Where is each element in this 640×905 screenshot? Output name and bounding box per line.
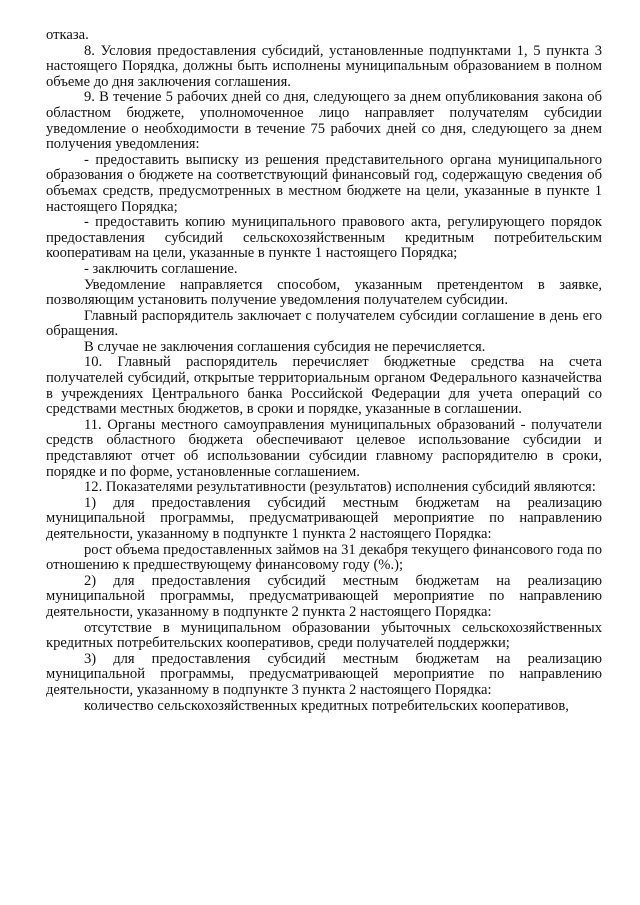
paragraph-refusal-end: отказа. <box>46 27 89 43</box>
paragraph-item-9-bullet-1: - предоставить выписку из решения представительного органа муниципального образования о бюджете на соответствующий финансовый год, содержащую сведения об объемах средств, предусмотренных в местном бюджете на цели, указанные в пункте 1 настоящего Порядка; <box>46 151 602 215</box>
paragraph-agreement-day: Главный распорядитель заключает с получателем субсидии соглашение в день его обращения. <box>46 307 602 340</box>
paragraph-item-12-sub-2-indicator: отсутствие в муниципальном образовании убыточных сельскохозяйственных кредитных потребительских кооперативов, среди получателей поддержки; <box>46 619 602 652</box>
paragraph-item-11: 11. Органы местного самоуправления муниципальных образований - получатели средств областного бюджета обеспечивают целевое использование субсидии и представляют отчет об использовании субсидии главному распорядителю в сроки, порядке и по форме, установленные соглашением. <box>46 416 602 480</box>
paragraph-item-12-sub-1-indicator: рост объема предоставленных займов на 31 декабря текущего финансового года по отношению к предшествующему финансовому году (%.); <box>46 541 602 574</box>
paragraph-item-10: 10. Главный распорядитель перечисляет бюджетные средства на счета получателей субсидий, открытые территориальным органом Федерального казначейства в учреждениях Центрального банка Российской Федерации для учета операций со средствами местных бюджетов, в сроки и порядке, указанные в соглашении. <box>46 354 602 418</box>
paragraph-notification-method: Уведомление направляется способом, указанным претендентом в заявке, позволяющим установить получение уведомления получателем субсидии. <box>46 276 602 309</box>
paragraph-item-12-sub-2: 2) для предоставления субсидий местным бюджетам на реализацию муниципальной программы, предусматривающей мероприятие по направлению деятельности, указанному в подпункте 2 пункта 2 настоящего Порядка: <box>46 572 602 620</box>
paragraph-item-12-sub-3: 3) для предоставления субсидий местным бюджетам на реализацию муниципальной программы, предусматривающей мероприятие по направлению деятельности, указанному в подпункте 3 пункта 2 настоящего Порядка: <box>46 650 602 698</box>
paragraph-item-8: 8. Условия предоставления субсидий, установленные подпунктами 1, 5 пункта 3 настоящего Порядка, должны быть исполнены муниципальным образованием в полном объеме до дня заключения соглашения. <box>46 42 602 90</box>
paragraph-item-9-bullet-3: - заключить соглашение. <box>84 260 238 277</box>
paragraph-item-12-sub-3-indicator: количество сельскохозяйственных кредитных потребительских кооперативов, <box>84 697 569 714</box>
paragraph-no-agreement: В случае не заключения соглашения субсидия не перечисляется. <box>84 338 486 355</box>
paragraph-item-12-sub-1: 1) для предоставления субсидий местным бюджетам на реализацию муниципальной программы, предусматривающей мероприятие по направлению деятельности, указанному в подпункте 1 пункта 2 настоящего Порядка: <box>46 494 602 542</box>
paragraph-item-9: 9. В течение 5 рабочих дней со дня, следующего за днем опубликования закона об областном бюджете, уполномоченное лицо направляет получателям субсидии уведомление о необходимости в течение 75 рабочих дней со дня, следующего за днем получения уведомления: <box>46 89 602 153</box>
paragraph-item-9-bullet-2: - предоставить копию муниципального правового акта, регулирующего порядок предоставления субсидий сельскохозяйственным кредитным потребительским кооперативам на цели, указанные в пункте 1 настоящего Порядка; <box>46 214 602 262</box>
paragraph-item-12: 12. Показателями результативности (результатов) исполнения субсидий являются: <box>84 479 596 496</box>
document-page <box>46 28 602 714</box>
